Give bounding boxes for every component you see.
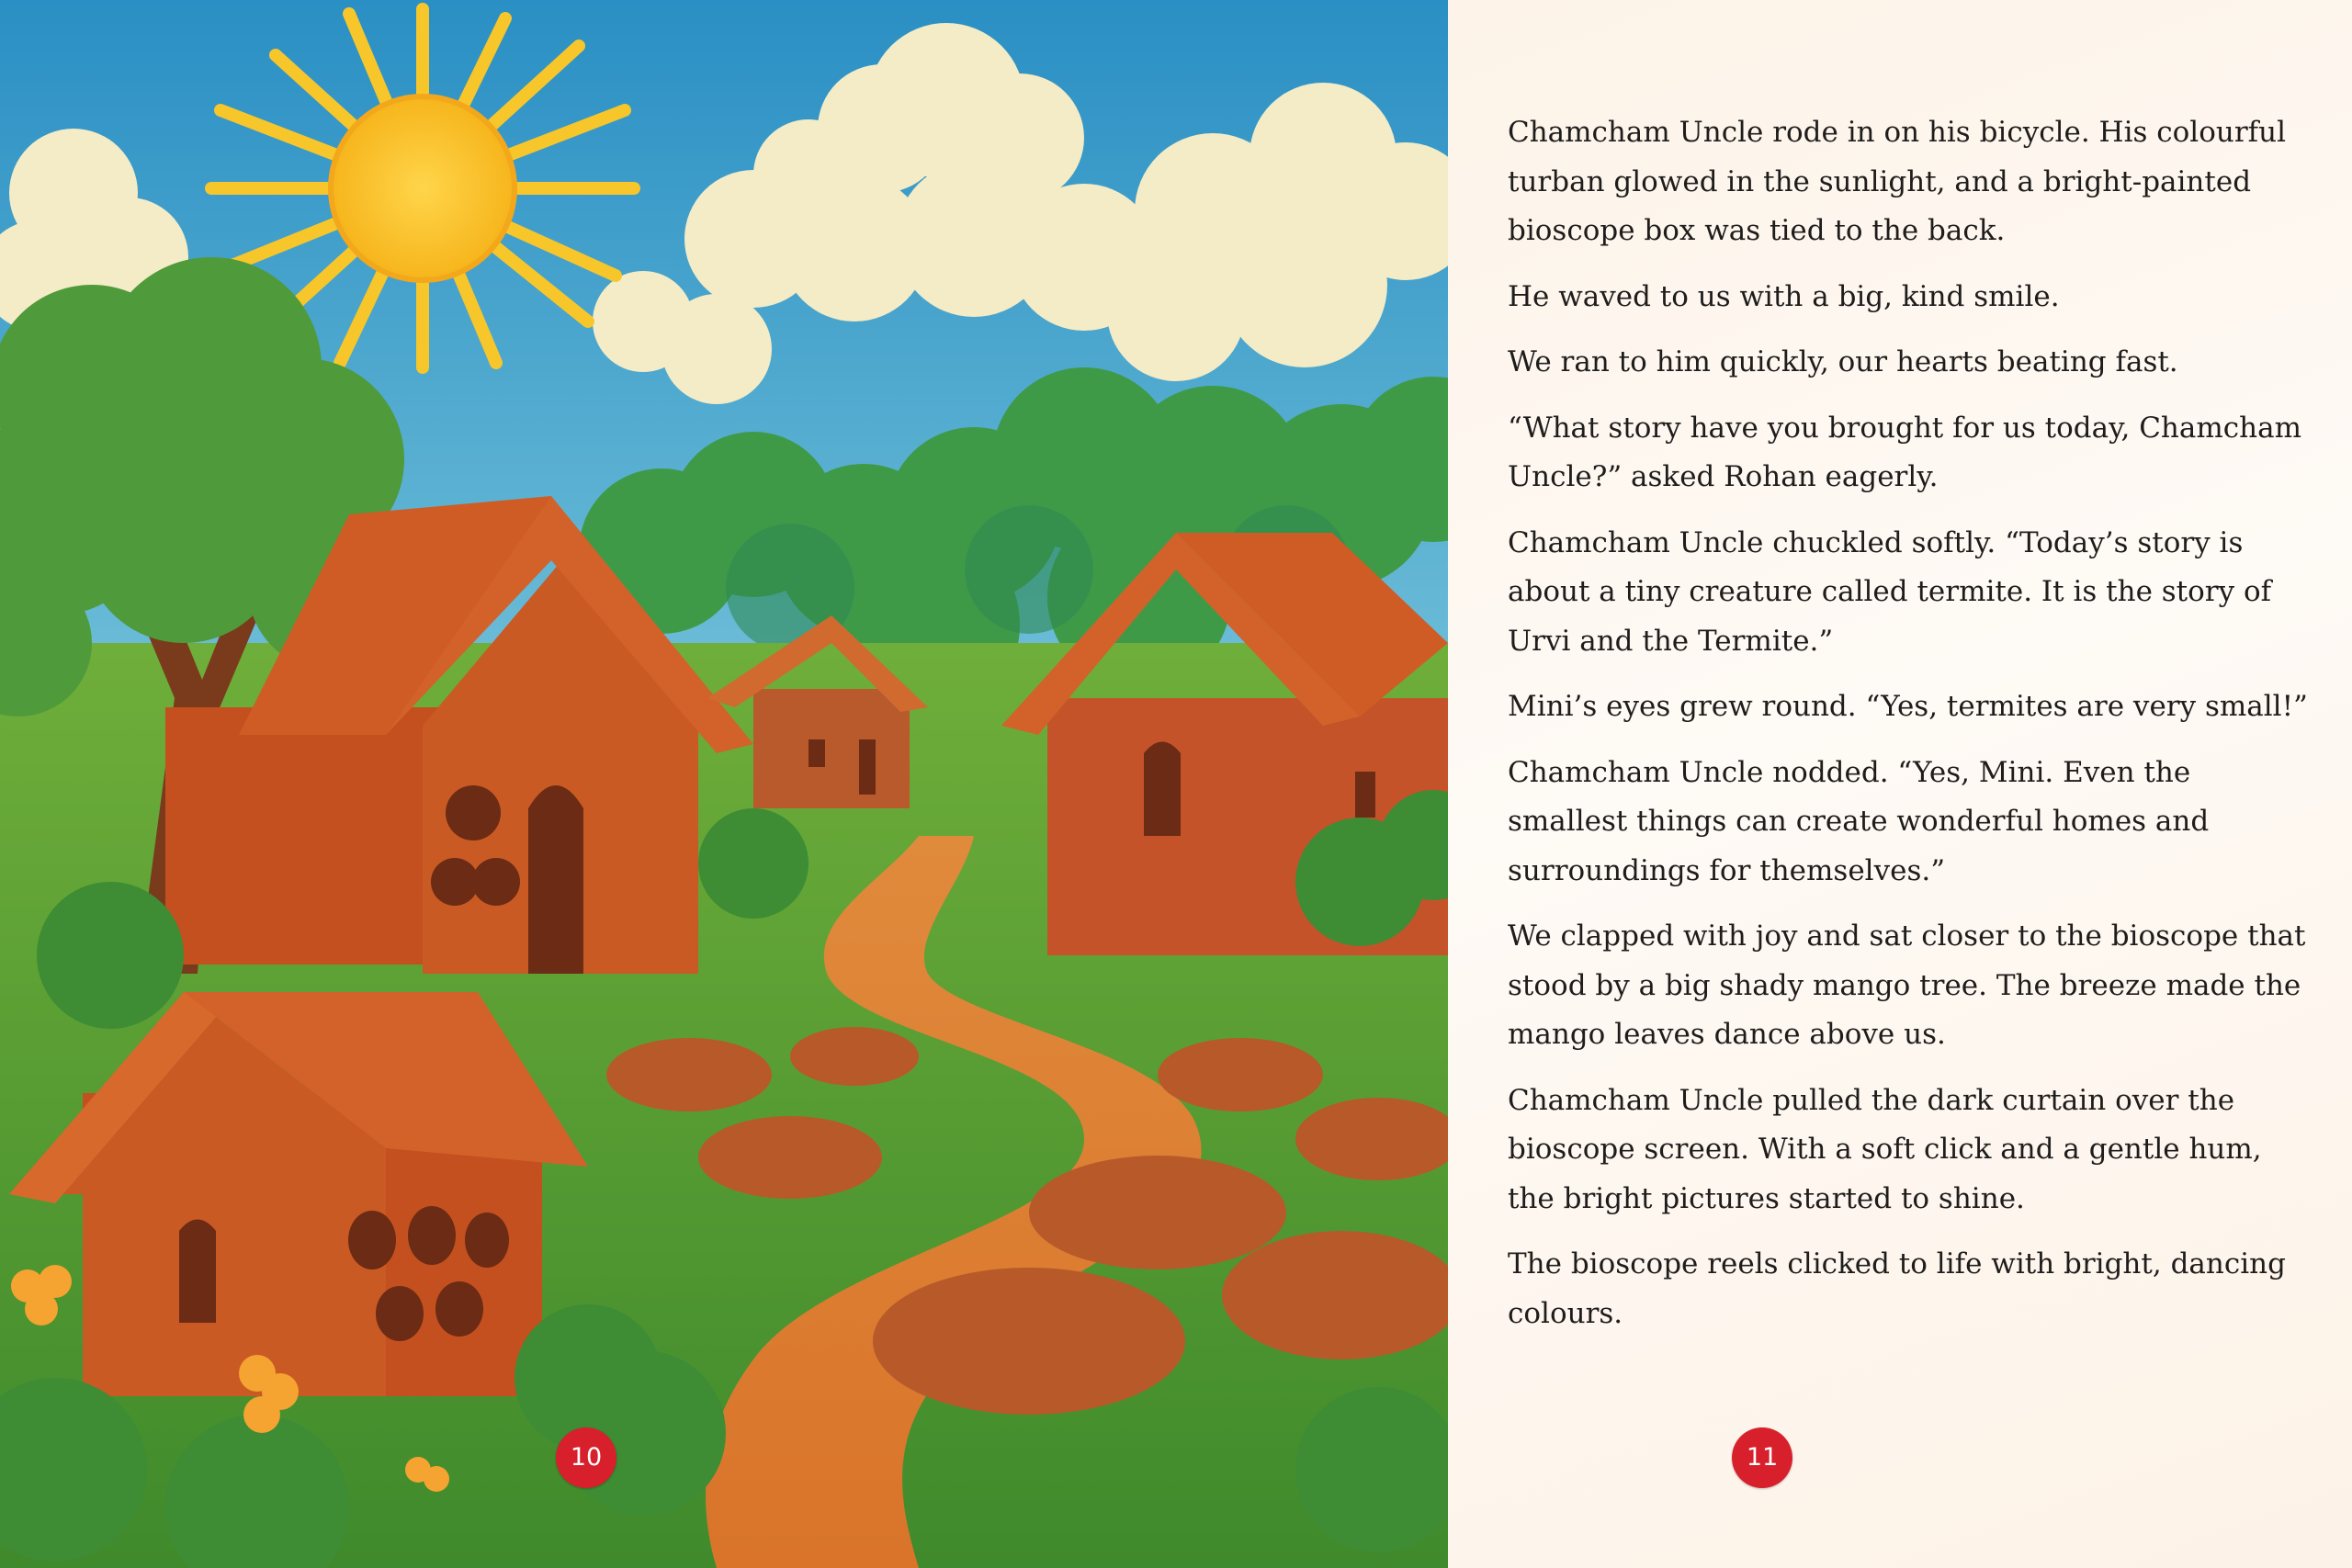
page-number-11: 11	[1732, 1427, 1792, 1488]
paragraph: Chamcham Uncle chuckled softly. “Today’s story is about a tiny creature called termite. It is the story of Urvi and the Termite.”	[1508, 525, 2272, 658]
paragraph: The bioscope reels clicked to life with bright, dancing colours.	[1508, 1247, 2286, 1330]
paragraph: Chamcham Uncle rode in on his bicycle. His colourful turban glowed in the sunlight, and a bright-painted bioscope box was tied to the back.	[1508, 116, 2286, 247]
paragraph: We ran to him quickly, our hearts beating fast.	[1508, 345, 2178, 378]
paragraph: Chamcham Uncle pulled the dark curtain over the bioscope screen. With a soft click and a gentle hum, the bright pictures started to shine.	[1508, 1083, 2262, 1215]
right-page	[1448, 0, 2352, 1568]
paragraph: Chamcham Uncle nodded. “Yes, Mini. Even the smallest things can create wonderful homes and surroundings for themselves.”	[1508, 755, 2210, 887]
paragraph: He waved to us with a big, kind smile.	[1508, 279, 2060, 313]
paragraph: “What story have you brought for us today, Chamcham Uncle?” asked Rohan eagerly.	[1508, 411, 2301, 493]
page-number-10: 10	[556, 1427, 616, 1488]
paragraph: We clapped with joy and sat closer to the bioscope that stood by a big shady mango tree. The breeze made the mango leaves dance above us.	[1508, 919, 2306, 1051]
story-text	[1508, 108, 2316, 1355]
paragraph: Mini’s eyes grew round. “Yes, termites are very small!”	[1508, 690, 2308, 723]
